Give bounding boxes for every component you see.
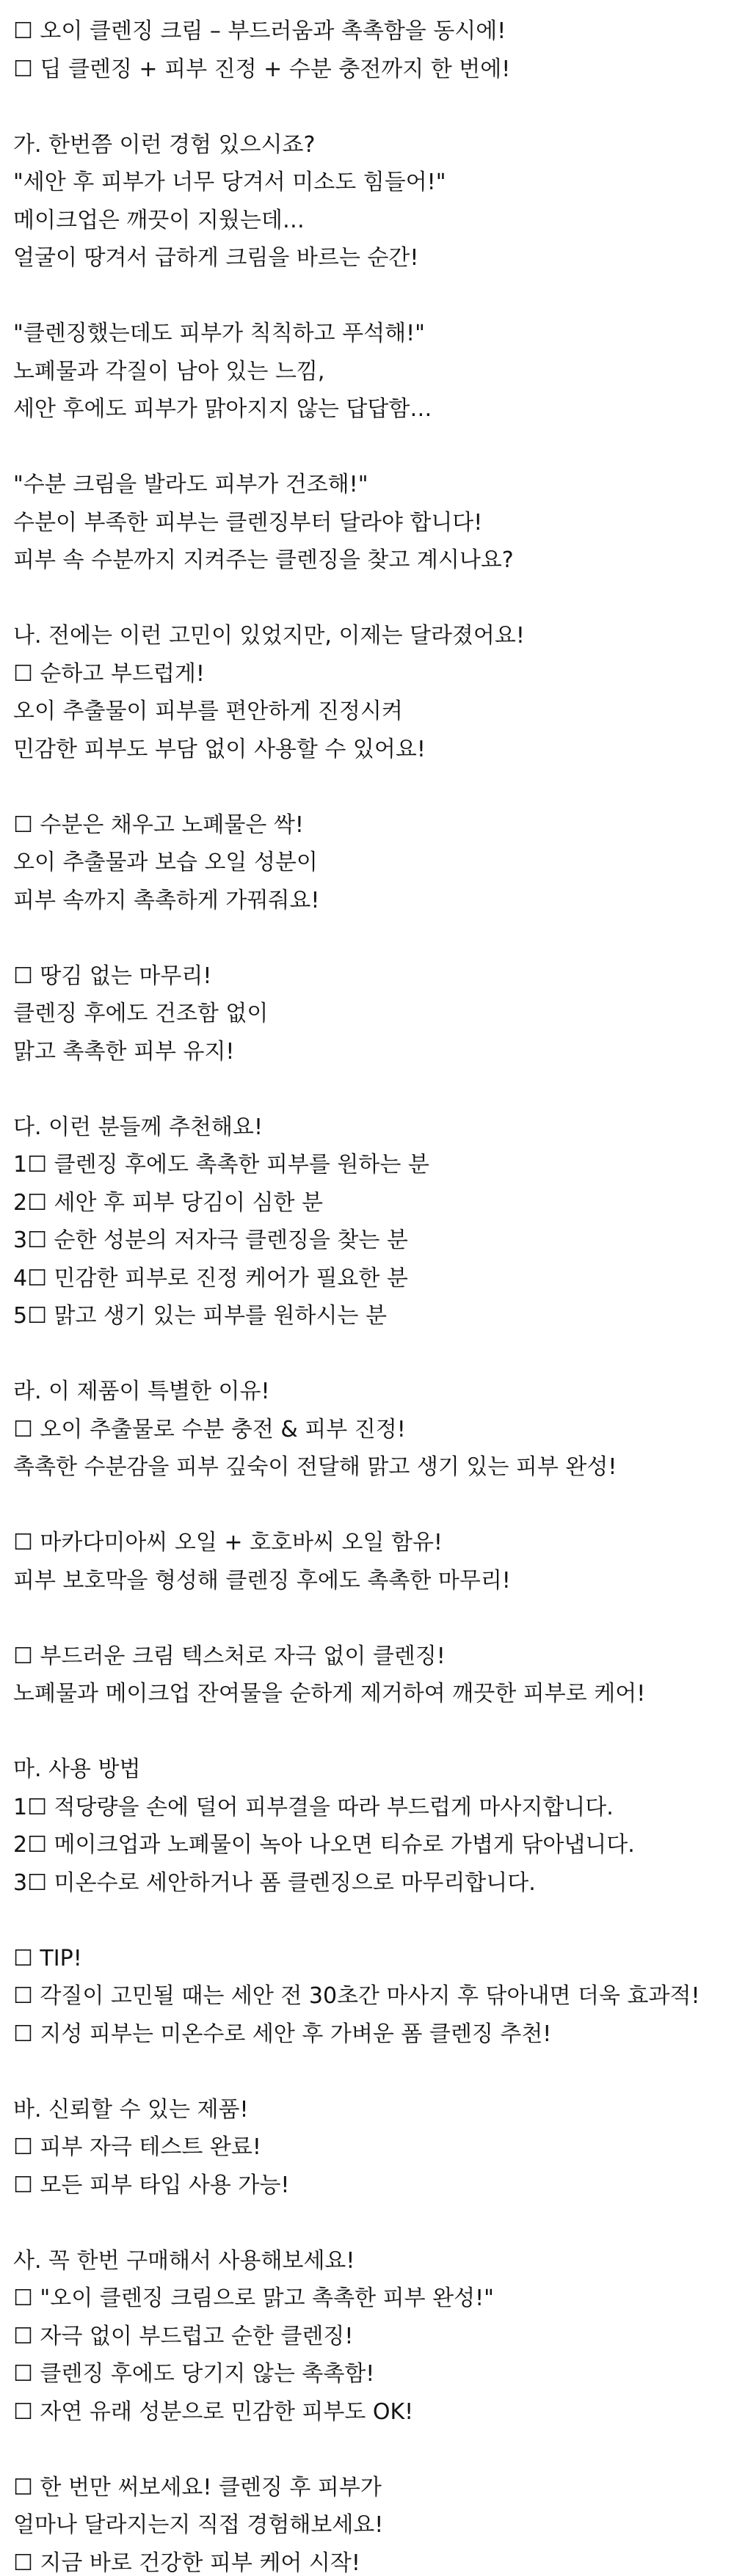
text-line: ☐ 지성 피부는 미온수로 세안 후 가벼운 폼 클렌징 추천! — [13, 2021, 552, 2047]
section-heading: 라. 이 제품이 특별한 이유! — [13, 1379, 270, 1404]
text-line: 2☐ 메이크업과 노폐물이 녹아 나오면 티슈로 가볍게 닦아냅니다. — [13, 1832, 635, 1858]
text-line: ☐ 땅김 없는 마무리! — [13, 963, 212, 989]
text-line: ☐ 딥 클렌징 + 피부 진정 + 수분 충전까지 한 번에! — [13, 56, 511, 82]
text-line: 수분이 부족한 피부는 클렌징부터 달라야 합니다! — [13, 510, 483, 536]
section-heading: 다. 이런 분들께 추천해요! — [13, 1114, 263, 1140]
text-line: 4☐ 민감한 피부로 진정 케어가 필요한 분 — [13, 1266, 408, 1291]
text-line: 얼굴이 땅겨서 급하게 크림을 바르는 순간! — [13, 245, 419, 271]
text-line: 메이크업은 깨끗이 지웠는데… — [13, 208, 305, 233]
text-line: 3☐ 순한 성분의 저자극 클렌징을 찾는 분 — [13, 1227, 408, 1253]
text-line: ☐ 자연 유래 성분으로 민감한 피부도 OK! — [13, 2399, 414, 2425]
text-line: 얼마나 달라지는지 직접 경험해보세요! — [13, 2512, 384, 2538]
text-line: ☐ 피부 자극 테스트 완료! — [13, 2134, 261, 2160]
section-heading: 마. 사용 방법 — [13, 1756, 141, 1782]
text-line: 클렌징 후에도 건조함 없이 — [13, 1001, 269, 1026]
text-line: 맑고 촉촉한 피부 유지! — [13, 1039, 235, 1065]
text-line: 1☐ 클렌징 후에도 촉촉한 피부를 원하는 분 — [13, 1152, 429, 1178]
text-line: ☐ "오이 클렌징 크림으로 맑고 촉촉한 피부 완성!" — [13, 2285, 494, 2311]
text-line: ☐ 모든 피부 타입 사용 가능! — [13, 2172, 290, 2198]
text-line: ☐ 수분은 채우고 노폐물은 싹! — [13, 812, 304, 838]
section-heading: 바. 신뢰할 수 있는 제품! — [13, 2097, 249, 2123]
text-line: ☐ 순하고 부드럽게! — [13, 661, 205, 687]
text-line: "수분 크림을 발라도 피부가 건조해!" — [13, 472, 368, 497]
text-line: ☐ 한 번만 써보세요! 클렌징 후 피부가 — [13, 2475, 382, 2500]
text-line: 세안 후에도 피부가 맑아지지 않는 답답함… — [13, 396, 432, 422]
text-line: 민감한 피부도 부담 없이 사용할 수 있어요! — [13, 737, 426, 762]
text-line: ☐ 오이 클렌징 크림 – 부드러움과 촉촉함을 동시에! — [13, 18, 506, 44]
text-line: ☐ 부드러운 크림 텍스처로 자극 없이 클렌징! — [13, 1643, 446, 1669]
text-line: 5☐ 맑고 생기 있는 피부를 원하시는 분 — [13, 1303, 387, 1329]
text-line: 오이 추출물과 보습 오일 성분이 — [13, 850, 318, 875]
text-line: "클렌징했는데도 피부가 칙칙하고 푸석해!" — [13, 321, 425, 346]
text-line: ☐ 오이 추출물로 수분 충전 & 피부 진정! — [13, 1417, 406, 1442]
section-heading: 나. 전에는 이런 고민이 있었지만, 이제는 달라졌어요! — [13, 623, 525, 649]
text-line: ☐ 지금 바로 건강한 피부 케어 시작! — [13, 2550, 360, 2576]
text-line: ☐ 클렌징 후에도 당기지 않는 촉촉함! — [13, 2361, 375, 2387]
text-line: 1☐ 적당량을 손에 덜어 피부결을 따라 부드럽게 마사지합니다. — [13, 1795, 614, 1820]
text-line: 촉촉한 수분감을 피부 깊숙이 전달해 맑고 생기 있는 피부 완성! — [13, 1454, 617, 1480]
section-heading: 가. 한번쯤 이런 경험 있으시죠? — [13, 132, 316, 158]
text-line: 피부 속 수분까지 지켜주는 클렌징을 찾고 계시나요? — [13, 547, 514, 573]
section-heading: 사. 꼭 한번 구매해서 사용해보세요! — [13, 2248, 355, 2274]
text-line: "세안 후 피부가 너무 당겨서 미소도 힘들어!" — [13, 169, 446, 195]
text-line: ☐ 자극 없이 부드럽고 순한 클렌징! — [13, 2324, 354, 2349]
text-line: ☐ TIP! — [13, 1946, 82, 1971]
text-line: 피부 보호막을 형성해 클렌징 후에도 촉촉한 마무리! — [13, 1568, 511, 1594]
text-line: 오이 추출물이 피부를 편안하게 진정시켜 — [13, 698, 403, 724]
text-line: 피부 속까지 촉촉하게 가꿔줘요! — [13, 888, 320, 913]
text-line: 노폐물과 각질이 남아 있는 느낌, — [13, 359, 325, 384]
text-line: ☐ 각질이 고민될 때는 세안 전 30초간 마사지 후 닦아내면 더욱 효과적! — [13, 1983, 700, 2009]
text-line: 2☐ 세안 후 피부 당김이 심한 분 — [13, 1190, 323, 1216]
text-line: 노폐물과 메이크업 잔여물을 순하게 제거하여 깨끗한 피부로 케어! — [13, 1681, 646, 1707]
text-line: 3☐ 미온수로 세안하거나 폼 클렌징으로 마무리합니다. — [13, 1870, 536, 1896]
text-line: ☐ 마카다미아씨 오일 + 호호바씨 오일 함유! — [13, 1530, 443, 1555]
